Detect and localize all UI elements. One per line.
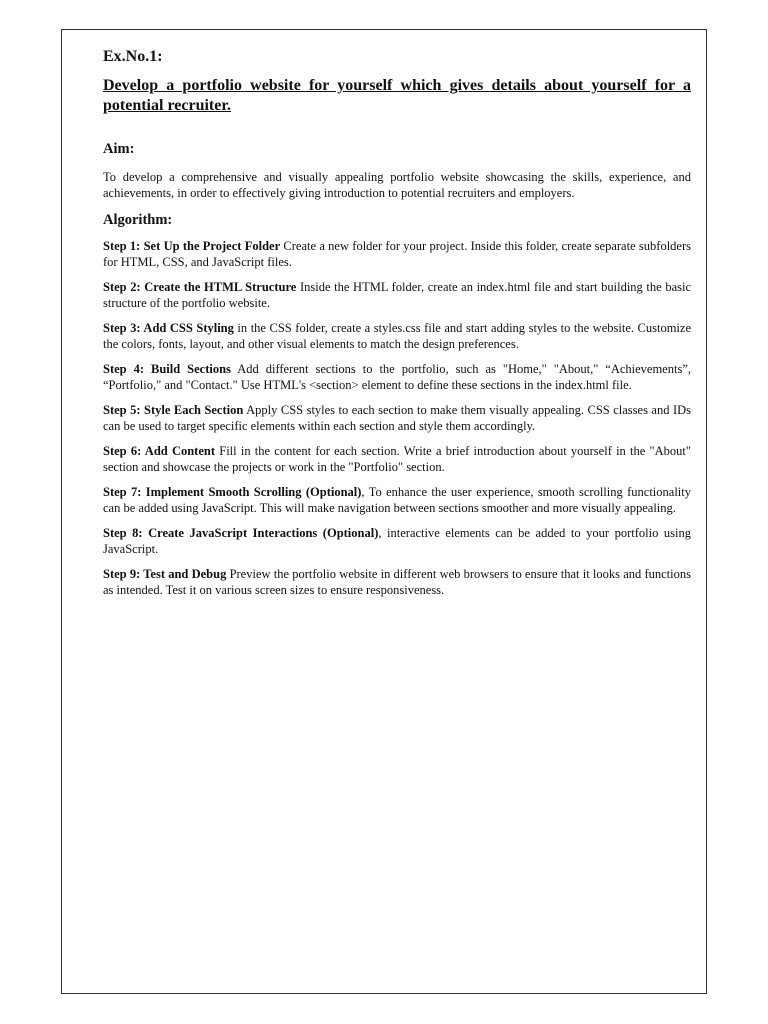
step-text: Inside the HTML folder, create an index.html file and start building the basic structure of the portfolio website. <box>103 280 692 310</box>
step-label: Step 4: Build Sections <box>103 362 231 376</box>
exercise-number: Ex.No.1: <box>103 48 163 65</box>
step-label: Step 1: Set Up the Project Folder <box>103 239 281 253</box>
step-label: Step 9: Test and Debug <box>103 567 227 581</box>
algorithm-step-9 <box>103 567 691 598</box>
step-label: Step 8: Create JavaScript Interactions (Optional) <box>103 526 379 540</box>
step-text: Create a new folder for your project. Inside this folder, create separate subfolders for HTML, CSS, and JavaScript files. <box>103 239 691 269</box>
step-text: Preview the portfolio website in different web browsers to ensure that it looks and functions as intended. Test it on various screen sizes to ensure responsiveness. <box>103 567 691 597</box>
document-body <box>103 47 691 608</box>
step-text: Fill in the content for each section. Write a brief introduction about yourself in the "About" section and showcase the projects or work in the "Portfolio" section. <box>103 444 691 474</box>
exercise-title: Develop a portfolio website for yourself which gives details about yourself for a potential recruiter. <box>103 77 691 114</box>
step-label: Step 7: Implement Smooth Scrolling (Optional) <box>103 485 362 499</box>
step-label: Step 5: Style Each Section <box>103 403 244 417</box>
algorithm-step-4 <box>103 362 691 393</box>
algorithm-step-2 <box>103 280 691 311</box>
aim-heading: Aim: <box>103 141 135 157</box>
step-label: Step 2: Create the HTML Structure <box>103 280 297 294</box>
step-label: Step 6: Add Content <box>103 444 216 458</box>
aim-paragraph: To develop a comprehensive and visually appealing portfolio website showcasing the skills, experience, and achievements, in order to effectively giving introduction to potential recruiters and employers. <box>103 170 691 200</box>
step-text: Apply CSS styles to each section to make them visually appealing. CSS classes and IDs can be used to target specific elements within each section and style them accordingly. <box>103 403 692 433</box>
algorithm-step-3 <box>103 321 691 352</box>
step-text: Add different sections to the portfolio, such as "Home," "About," “Achievements”, “Portfolio," and "Contact." Use HTML's <section> element to define these sections in the index.html file. <box>103 362 691 392</box>
step-text: , To enhance the user experience, smooth scrolling functionality can be added using JavaScript. This will make navigation between sections smoother and more visually appealing. <box>103 485 691 515</box>
step-label: Step 3: Add CSS Styling <box>103 321 234 335</box>
step-text: , interactive elements can be added to your portfolio using JavaScript. <box>103 526 692 556</box>
algorithm-step-1 <box>103 239 691 270</box>
step-text: in the CSS folder, create a styles.css file and start adding styles to the website. Customize the colors, fonts, layout, and other visual elements to match the design preferences. <box>103 321 691 351</box>
algorithm-step-8 <box>103 526 691 557</box>
algorithm-step-6 <box>103 444 691 475</box>
algorithm-step-5 <box>103 403 691 434</box>
algorithm-heading: Algorithm: <box>103 212 173 228</box>
algorithm-step-7 <box>103 485 691 516</box>
